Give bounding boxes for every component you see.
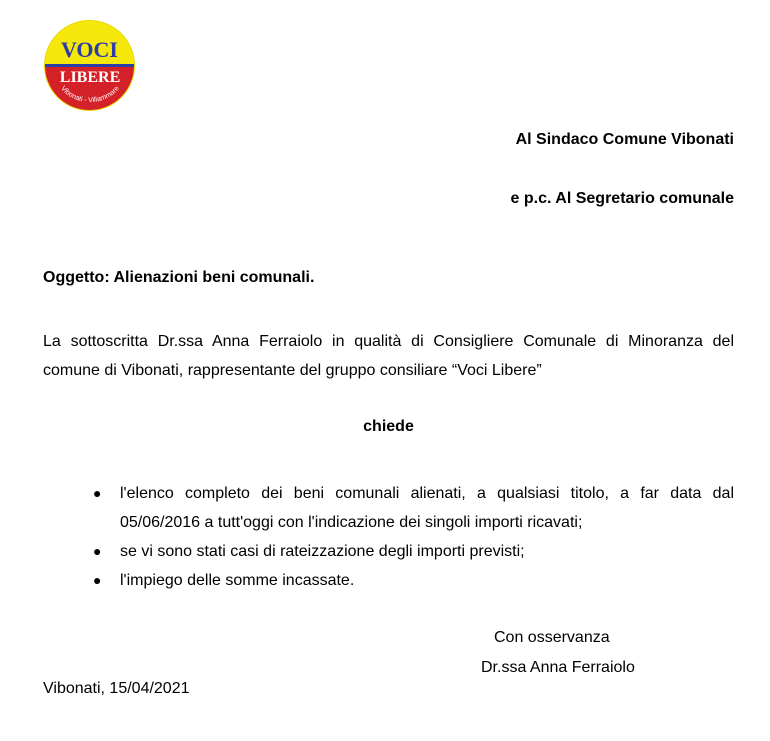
logo-ring-text: Vibonati - Villammare	[59, 85, 121, 105]
request-list	[93, 479, 734, 595]
bullet-icon: ●	[93, 572, 102, 588]
bullet-icon: ●	[93, 485, 102, 501]
intro-line: La sottoscritta Dr.ssa Anna Ferraiolo in qualità di Consigliere Comunale di Minoranza del	[43, 333, 734, 350]
list-item	[93, 537, 734, 566]
list-item	[93, 566, 734, 595]
list-item	[93, 479, 734, 537]
list-item-text: se vi sono stati casi di rateizzazione degli importi previsti;	[120, 543, 525, 560]
logo-badge	[43, 19, 136, 112]
logo-libere-text: LIBERE	[59, 69, 121, 86]
list-item-text	[120, 479, 734, 537]
addressee-mayor: Al Sindaco Comune Vibonati	[515, 131, 734, 148]
logo-voci-text: VOCI	[60, 37, 119, 62]
list-item-text: l'impiego delle somme incassate.	[120, 572, 355, 589]
list-item-line: 05/06/2016 a tutt'oggi con l'indicazione dei singoli importi ricavati;	[120, 514, 583, 531]
addressee-secretary: e p.c. Al Segretario comunale	[510, 190, 734, 207]
intro-paragraph	[43, 327, 734, 385]
request-heading	[0, 418, 770, 436]
bullet-icon: ●	[93, 543, 102, 559]
intro-line: comune di Vibonati, rappresentante del gruppo consiliare “Voci Libere”	[43, 362, 542, 379]
place-and-date: Vibonati, 15/04/2021	[43, 680, 190, 697]
list-item-line: l'elenco completo dei beni comunali alienati, a qualsiasi titolo, a far data dal	[120, 485, 734, 502]
closing-salutation: Con osservanza	[494, 629, 610, 646]
signature-name: Dr.ssa Anna Ferraiolo	[481, 659, 635, 676]
request-word: chiede	[363, 418, 414, 435]
letter-subject: Oggetto: Alienazioni beni comunali.	[43, 269, 315, 286]
voci-libere-logo	[43, 19, 136, 112]
